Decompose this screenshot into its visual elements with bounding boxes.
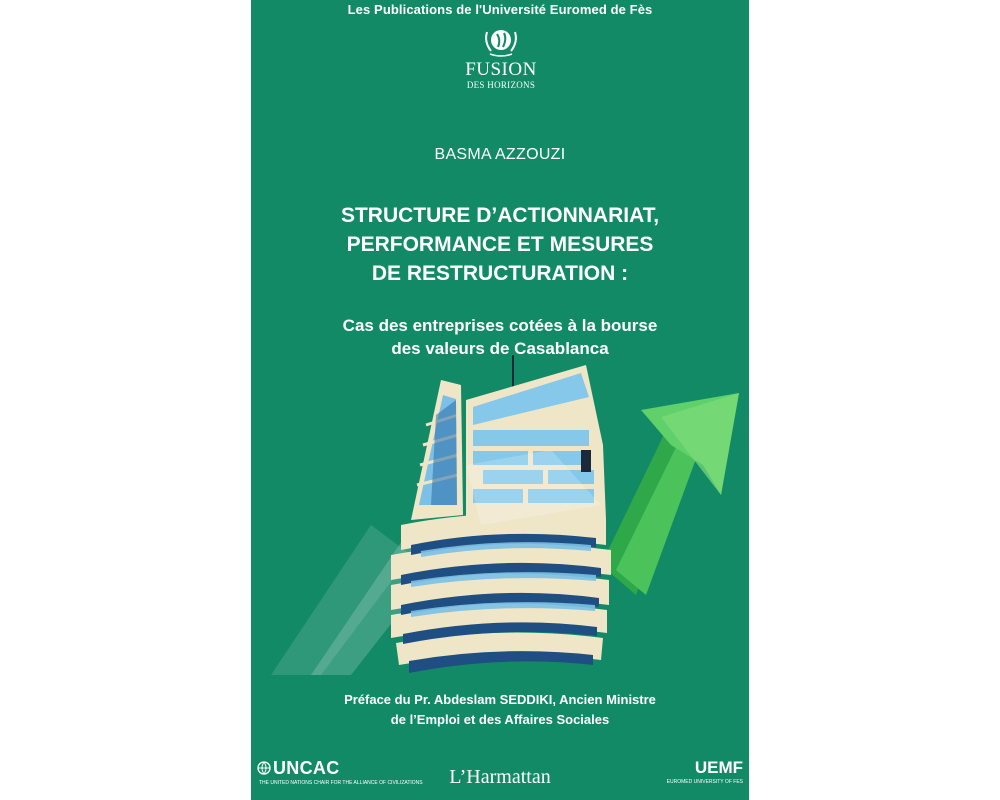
series-line: Les Publications de l'Université Euromed de Fès <box>347 2 653 17</box>
title-line: DE RESTRUCTURATION : <box>371 262 629 285</box>
book-title <box>251 201 749 288</box>
building-with-rising-arrow-illustration <box>251 355 749 685</box>
collection-subname: DES HORIZONS <box>466 80 536 90</box>
author-name: BASMA AZZOUZI <box>434 146 566 163</box>
collection-name: FUSION <box>465 59 537 80</box>
preface-note <box>251 690 749 730</box>
preface-line: Préface du Pr. Abdeslam SEDDIKI, Ancien Ministre <box>344 692 656 707</box>
uncac-name: UNCAC <box>273 758 340 778</box>
uemf-name: UEMF <box>694 758 743 777</box>
collection-logo <box>461 24 541 94</box>
book-cover <box>251 0 749 800</box>
book-subtitle <box>251 314 749 360</box>
uemf-logo <box>653 758 743 798</box>
preface-line: de l’Emploi et des Affaires Sociales <box>390 712 610 727</box>
publisher-logo: L’Harmattan <box>449 766 551 788</box>
title-line: PERFORMANCE ET MESURES <box>346 233 654 256</box>
title-line: STRUCTURE D’ACTIONNARIAT, <box>340 204 660 227</box>
subtitle-line: des valeurs de Casablanca <box>391 339 609 358</box>
uncac-caption: THE UNITED NATIONS CHAIR FOR THE ALLIANCE OF CIVILIZATIONS <box>259 780 423 786</box>
laurel-wreath-icon <box>481 24 521 58</box>
uemf-caption: EUROMED UNIVERSITY OF FES <box>666 779 743 785</box>
subtitle-line: Cas des entreprises cotées à la bourse <box>342 316 658 335</box>
